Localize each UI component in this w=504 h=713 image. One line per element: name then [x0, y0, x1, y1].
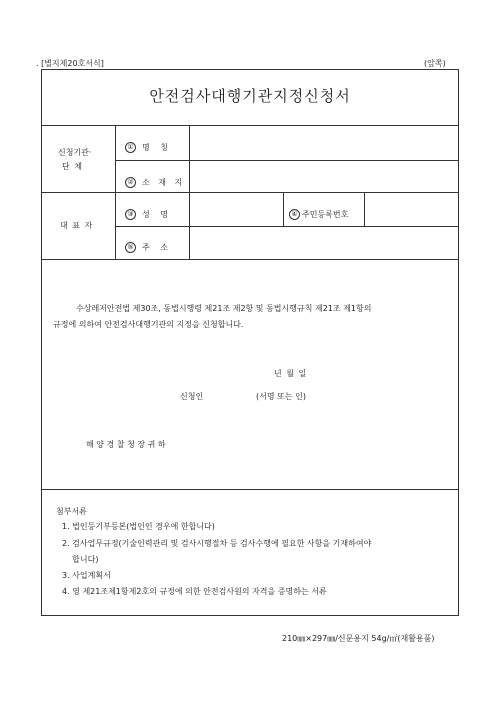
circled-number-1: ①: [125, 142, 136, 153]
attachment-item: 4. 영 제21조제1항제2호의 규정에 의한 안전검사원의 자격을 증명하는 서류: [62, 587, 327, 596]
applicant-name-label: ① 명 칭: [125, 137, 172, 156]
circled-number-4: ④: [289, 209, 300, 220]
divider-body-end: [41, 489, 459, 490]
circled-number-5: ⑤: [125, 242, 136, 253]
applicant-group-label-1: 신청기관·: [58, 148, 92, 157]
statement-line-2: 규정에 의하여 안전검사대행기관의 지정을 신청합니다.: [53, 320, 244, 329]
applicant-address-label: ② 소 재 지: [125, 172, 185, 191]
rep-address-label: ⑤ 주 소: [125, 237, 172, 256]
applicant-address-field[interactable]: [190, 161, 458, 191]
form-title: 안전검사대행기관지정신청서: [149, 87, 351, 105]
attachment-item: 합니다): [62, 555, 99, 564]
signature-label: (서명 또는 인): [256, 392, 306, 401]
paper-spec: 210㎜×297㎜/신문용지 54g/㎡(재활용품): [282, 634, 435, 643]
attachment-item: 2. 검사업무규정(기술인력관리 및 검사시행절차 등 검사수행에 필요한 사항을 기재하여야: [62, 539, 372, 548]
addressee: 해 양 경 찰 청 장 귀 하: [86, 440, 166, 449]
statement-line-1: 수상레저안전법 제30조, 동법시행령 제21조 제2항 및 동법시행규칙 제21조 제1항의: [76, 304, 372, 313]
form-number: . [별지제20호서식]: [36, 59, 104, 68]
rep-address-field[interactable]: [190, 227, 458, 258]
divider-rep-name: [283, 192, 284, 226]
rep-group-label: 대 표 자: [60, 221, 94, 230]
attachments-heading: 첨부서류: [56, 507, 87, 516]
attachment-item: 1. 법인등기부등본(법인인 경우에 한합니다): [62, 522, 215, 531]
circled-number-3: ③: [125, 209, 136, 220]
applicant-sign-label: 신청인: [180, 392, 204, 401]
rep-id-field[interactable]: [365, 193, 458, 225]
date-line: 년 월 일: [274, 369, 308, 378]
rep-id-label: ④ 주민등록번호: [289, 204, 348, 223]
rep-name-label: ③ 성 명: [125, 204, 172, 223]
attachment-item: 3. 사업계획서: [62, 571, 111, 580]
circled-number-2: ②: [125, 177, 136, 188]
divider-group-col: [115, 125, 116, 259]
applicant-group-label-2: 단 체: [62, 162, 83, 171]
rep-name-field[interactable]: [190, 193, 282, 225]
applicant-name-field[interactable]: [190, 126, 458, 159]
page-side-label: (앞쪽): [424, 59, 446, 68]
divider-rep-end: [41, 259, 459, 260]
